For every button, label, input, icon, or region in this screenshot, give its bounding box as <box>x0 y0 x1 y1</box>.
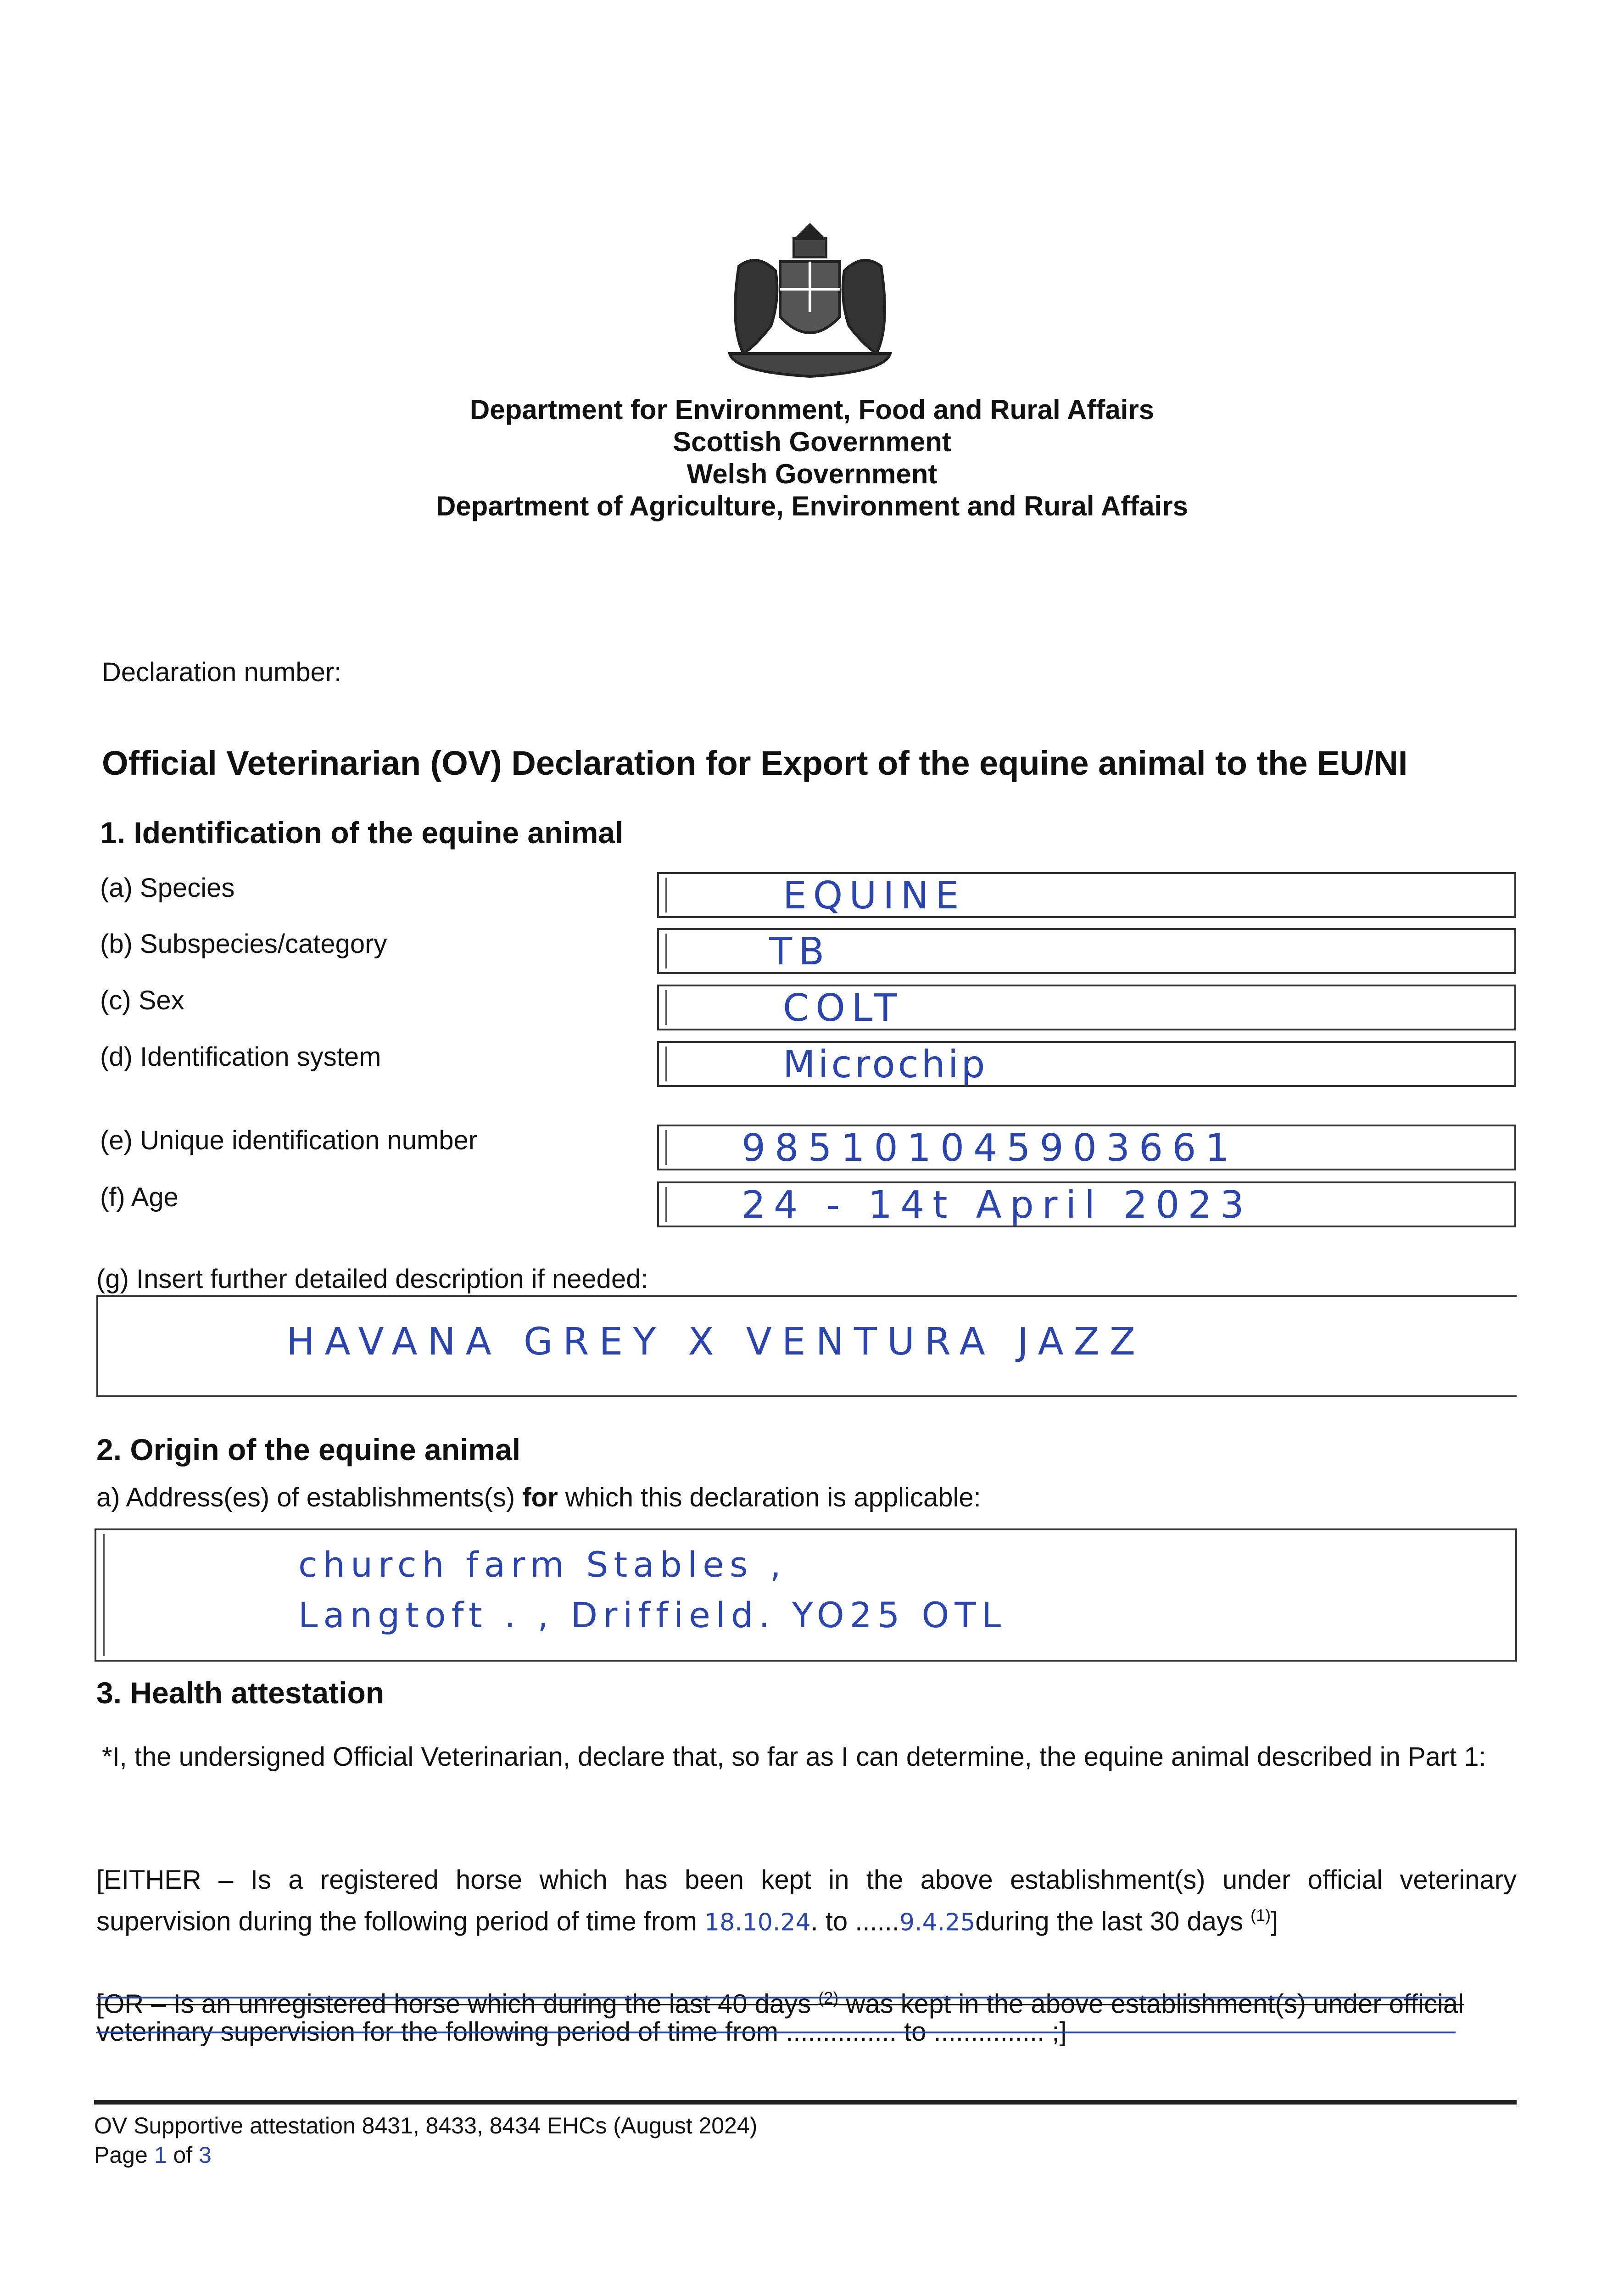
species-field[interactable] <box>657 872 1516 918</box>
department-line-defra: Department for Environment, Food and Rural Affairs <box>469 394 1155 425</box>
declaration-number-label: Declaration number: <box>102 657 342 687</box>
sex-label: (c) Sex <box>100 985 184 1015</box>
age-value: 24 - 14t April 2023 <box>742 1183 1252 1227</box>
sex-field[interactable] <box>657 985 1516 1030</box>
unique-id-label: (e) Unique identification number <box>100 1125 478 1155</box>
department-line-daera: Department of Agriculture, Environment and Rural Affairs <box>435 491 1189 521</box>
footer-form-reference: OV Supportive attestation 8431, 8433, 8434 EHCs (August 2024) <box>94 2113 758 2138</box>
either-clause-line1: [EITHER – Is a registered horse which has been kept in the above establishment(s) under official veterinary <box>96 1865 1517 1895</box>
subspecies-value: TB <box>769 930 831 974</box>
unique-id-value: 985101045903661 <box>742 1126 1239 1170</box>
footer-divider <box>94 2100 1517 2105</box>
species-value: EQUINE <box>783 874 965 918</box>
either-from-date: 18.10.24 <box>704 1909 811 1937</box>
royal-coat-of-arms-icon <box>711 216 909 386</box>
address-field[interactable] <box>95 1528 1517 1662</box>
document-title: Official Veterinarian (OV) Declaration for Export of the equine animal to the EU/NI <box>102 744 1408 782</box>
sex-value: COLT <box>783 986 904 1030</box>
section3-heading: 3. Health attestation <box>96 1676 385 1710</box>
identification-system-label: (d) Identification system <box>100 1042 381 1072</box>
department-line-welsh-gov: Welsh Government <box>686 459 938 489</box>
either-clause-line2: supervision during the following period of time from 18.10.24. to ......9.4.25during the last 30 days $^{(1)}$] <box>96 1906 1278 1937</box>
unique-id-field[interactable] <box>657 1125 1516 1170</box>
species-label: (a) Species <box>100 873 235 903</box>
description-label: (g) Insert further detailed description if needed: <box>96 1264 648 1294</box>
health-attestation-intro: *I, the undersigned Official Veterinarian, declare that, so far as I can determine, the equine animal described in Part 1: <box>102 1742 1486 1772</box>
strikethrough-pen-line <box>97 1997 1456 1998</box>
or-clause-line2: veterinary supervision for the following period of time from ............... to ............... ;] <box>96 2017 1067 2047</box>
footer-page-number: Page 1 of 3 <box>94 2142 212 2168</box>
address-line-2: Langtoft . , Driffield. YO25 OTL <box>298 1595 1007 1635</box>
either-to-date: 9.4.25 <box>899 1909 976 1937</box>
address-line-1: church farm Stables , <box>298 1544 787 1585</box>
address-label: a) Address(es) of establishments(s) for which this declaration is applicable: <box>96 1483 981 1512</box>
age-label: (f) Age <box>100 1182 179 1212</box>
section2-heading: 2. Origin of the equine animal <box>96 1433 521 1467</box>
age-field[interactable] <box>657 1181 1516 1227</box>
identification-system-value: Microchip <box>783 1043 988 1086</box>
description-value: HAVANA GREY X VENTURA JAZZ <box>286 1320 1146 1364</box>
section1-heading: 1. Identification of the equine animal <box>100 816 624 850</box>
identification-system-field[interactable] <box>657 1041 1516 1087</box>
description-field[interactable] <box>96 1295 1517 1397</box>
strikethrough-pen-line <box>97 2032 1456 2033</box>
or-clause-line1: [OR – Is an unregistered horse which during the last 40 days $^{(2)}$ was kept in the above establishment(s) under official <box>96 1988 1464 2019</box>
department-line-scottish-gov: Scottish Government <box>673 426 951 457</box>
subspecies-field[interactable] <box>657 928 1516 974</box>
subspecies-label: (b) Subspecies/category <box>100 929 387 959</box>
